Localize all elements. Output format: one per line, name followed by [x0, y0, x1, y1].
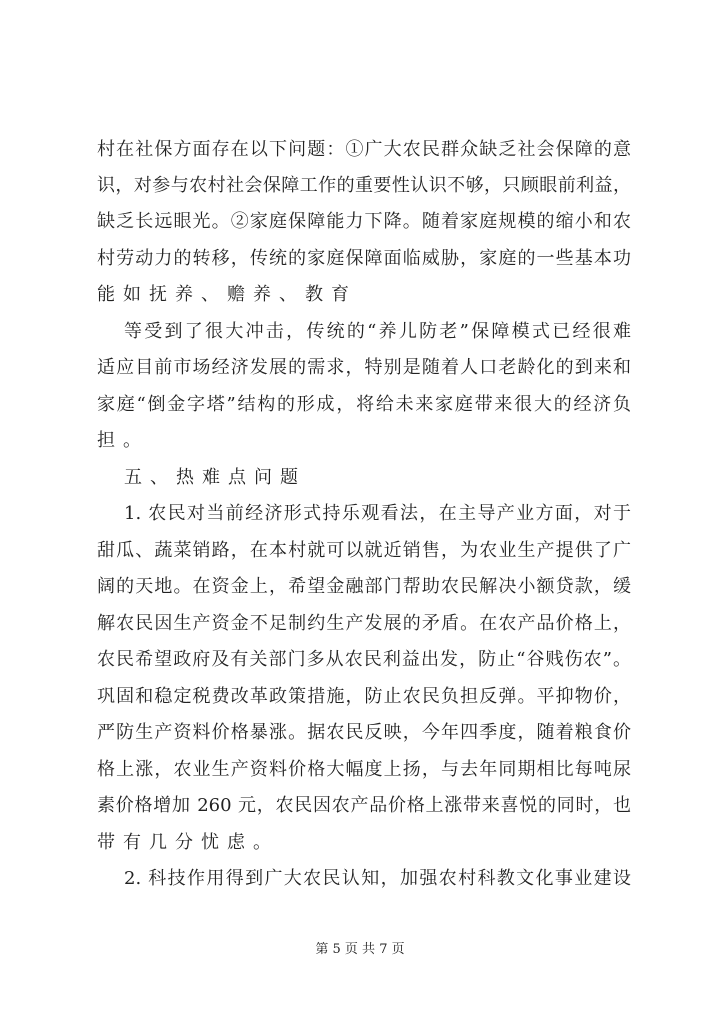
- text-line: 严防生产资料价格暴涨。据农民反映，今年四季度，随着粮食价: [97, 722, 631, 743]
- text-line: 1. 农民对当前经济形式持乐观看法，在主导产业方面，对于: [124, 503, 631, 524]
- text-line: 缺乏长远眼光。②家庭保障能力下降。随着家庭规模的缩小和农: [97, 211, 631, 232]
- text-line: 巩固和稳定税费改革政策措施，防止农民负担反弹。平抑物价，: [97, 686, 631, 707]
- text-line: 阔的天地。在资金上，希望金融部门帮助农民解决小额贷款，缓: [97, 576, 631, 597]
- section-heading: 五、热难点问题: [124, 467, 306, 488]
- text-line: 适应目前市场经济发展的需求，特别是随着人口老龄化的到来和: [97, 357, 631, 378]
- text-line: 素价格增加 260 元，农民因农产品价格上涨带来喜悦的同时，也: [97, 795, 631, 816]
- text-line: 村劳动力的转移，传统的家庭保障面临威胁，家庭的一些基本功: [97, 248, 631, 269]
- text-line: 识，对参与农村社会保障工作的重要性认识不够，只顾眼前利益，: [97, 175, 631, 196]
- text-line: 农民希望政府及有关部门多从农民利益出发，防止“谷贱伤农”。: [97, 649, 631, 670]
- text-line: 等受到了很大冲击，传统的“养儿防老”保障模式已经很难: [124, 321, 631, 342]
- text-line: 格上涨，农业生产资料价格大幅度上扬，与去年同期相比每吨尿: [97, 759, 631, 780]
- text-line: 能如抚养、赡养、教育: [97, 284, 357, 305]
- text-line: 2. 科技作用得到广大农民认知，加强农村科教文化事业建设: [124, 868, 631, 889]
- text-line: 带有几分忧虑。: [97, 832, 279, 853]
- text-line: 担。: [97, 430, 149, 451]
- page-number-footer: 第 5 页 共 7 页: [315, 942, 405, 957]
- text-line: 甜瓜、蔬菜销路，在本村就可以就近销售，为农业生产提供了广: [97, 540, 631, 561]
- text-line: 解农民因生产资金不足制约生产发展的矛盾。在农产品价格上，: [97, 613, 631, 634]
- text-line: 家庭“倒金字塔”结构的形成，将给未来家庭带来很大的经济负: [97, 394, 631, 415]
- text-line: 村在社保方面存在以下问题：①广大农民群众缺乏社会保障的意: [97, 139, 631, 160]
